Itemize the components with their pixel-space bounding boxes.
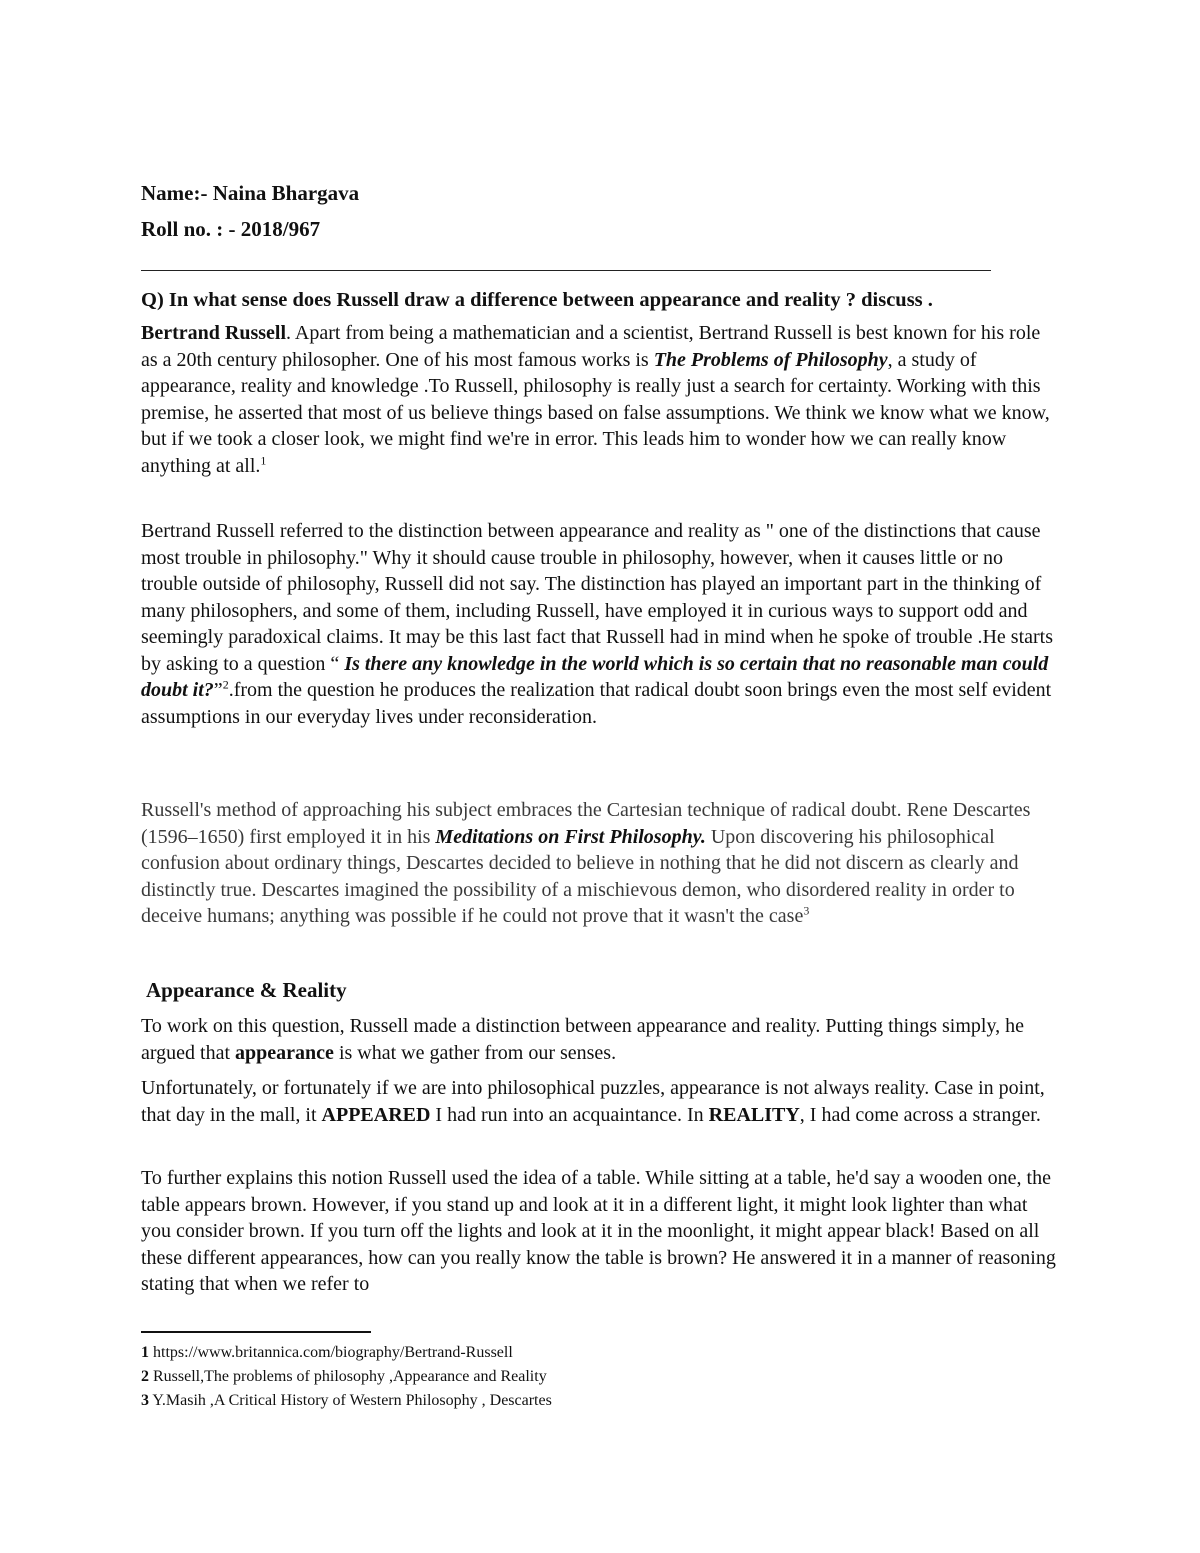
question-heading: Q) In what sense does Russell draw a difference between appearance and reality ? discuss . <box>141 289 933 311</box>
footnote-2: 2 Russell,The problems of philosophy ,Appearance and Reality <box>141 1368 547 1385</box>
section-heading: Appearance & Reality <box>146 978 347 1002</box>
footnote-3: 3 Y.Masih ,A Critical History of Western Philosophy , Descartes <box>141 1392 552 1409</box>
paragraph-intro: Bertrand Russell. Apart from being a mathematician and a scientist, Bertrand Russell is best known for his role as a 20th century philosopher. One of his most famous works is The Problems of Philosophy, a study of appearance, reality and knowledge .To Russell, philosophy is really just a search for certainty. Working with this premise, he asserted that most of us believe things based on false assumptions. We think we know what we know, but if we took a closer look, we might find we're in error. This leads him to wonder how we can really know anything at all.$^1$ <box>141 322 1050 477</box>
roll-number: Roll no. : - 2018/967 <box>141 217 321 241</box>
header-divider <box>141 270 991 271</box>
footnote-divider <box>141 1331 371 1333</box>
footnote-ref-3: 3 <box>803 903 810 918</box>
paragraph-appearance: To work on this question, Russell made a distinction between appearance and reality. Putting things simply, he argued that appearance is what we gather from our senses. <box>141 1015 1025 1064</box>
descartes-work-title: Meditations on First Philosophy. <box>435 825 706 848</box>
paragraph-descartes: Russell's method of approaching his subject embraces the Cartesian technique of radical doubt. Rene Descartes (1596–1650) first employed it in his Meditations on First Philosophy. Upon discovering his philosophical confusion about ordinary things, Descartes decided to believe in nothing that he did not discern as clearly and distinctly true. Descartes imagined the possibility of a mischievous demon, who disordered reality in order to deceive humans; anything was possible if he could not prove that it wasn't the case$^3$ <box>141 799 1031 927</box>
intro-lead: Bertrand Russell <box>141 322 286 344</box>
work-title: The Problems of Philosophy <box>653 348 888 371</box>
footnote-ref-2: 2 <box>222 677 229 692</box>
paragraph-table-example: To further explains this notion Russell used the idea of a table. While sitting at a table, he'd say a wooden one, the table appears brown. However, if you stand up and look at it in a different light, it might look lighter than what you consider brown. If you turn off the lights and look at it in the moonlight, it might appear black! Based on all these different appearances, how can you really know the table is brown? He answered it in a manner of reasoning stating that when we refer to <box>141 1167 1056 1295</box>
paragraph-mall-example: Unfortunately, or fortunately if we are into philosophical puzzles, appearance is not always reality. Case in point, that day in the mall, it APPEARED I had run into an acquaintance. In REALITY, I had come across a stranger. <box>141 1077 1045 1126</box>
paragraph-distinction: Bertrand Russell referred to the distinction between appearance and reality as " one of the distinctions that cause most trouble in philosophy." Why it should cause trouble in philosophy, however, when it causes little or no trouble outside of philosophy, Russell did not say. The distinction has played an important part in the thinking of many philosophers, and some of them, including Russell, have employed it in curious ways to support odd and seemingly paradoxical claims. It may be this last fact that Russell had in mind when he spoke of trouble .He starts by asking to a question “ Is there any knowledge in the world which is so certain that no reasonable man could doubt it?”$^2$.from the question he produces the realization that radical doubt soon brings even the most self evident assumptions in our everyday lives under reconsideration. <box>141 520 1054 728</box>
student-name: Name:- Naina Bhargava <box>141 181 360 205</box>
footnote-ref-1: 1 <box>260 452 267 467</box>
russell-quote: Is there any knowledge in the world which is so certain that no reasonable man could doubt it? <box>141 652 1049 701</box>
footnote-1: 1 https://www.britannica.com/biography/Bertrand-Russell <box>141 1344 513 1361</box>
